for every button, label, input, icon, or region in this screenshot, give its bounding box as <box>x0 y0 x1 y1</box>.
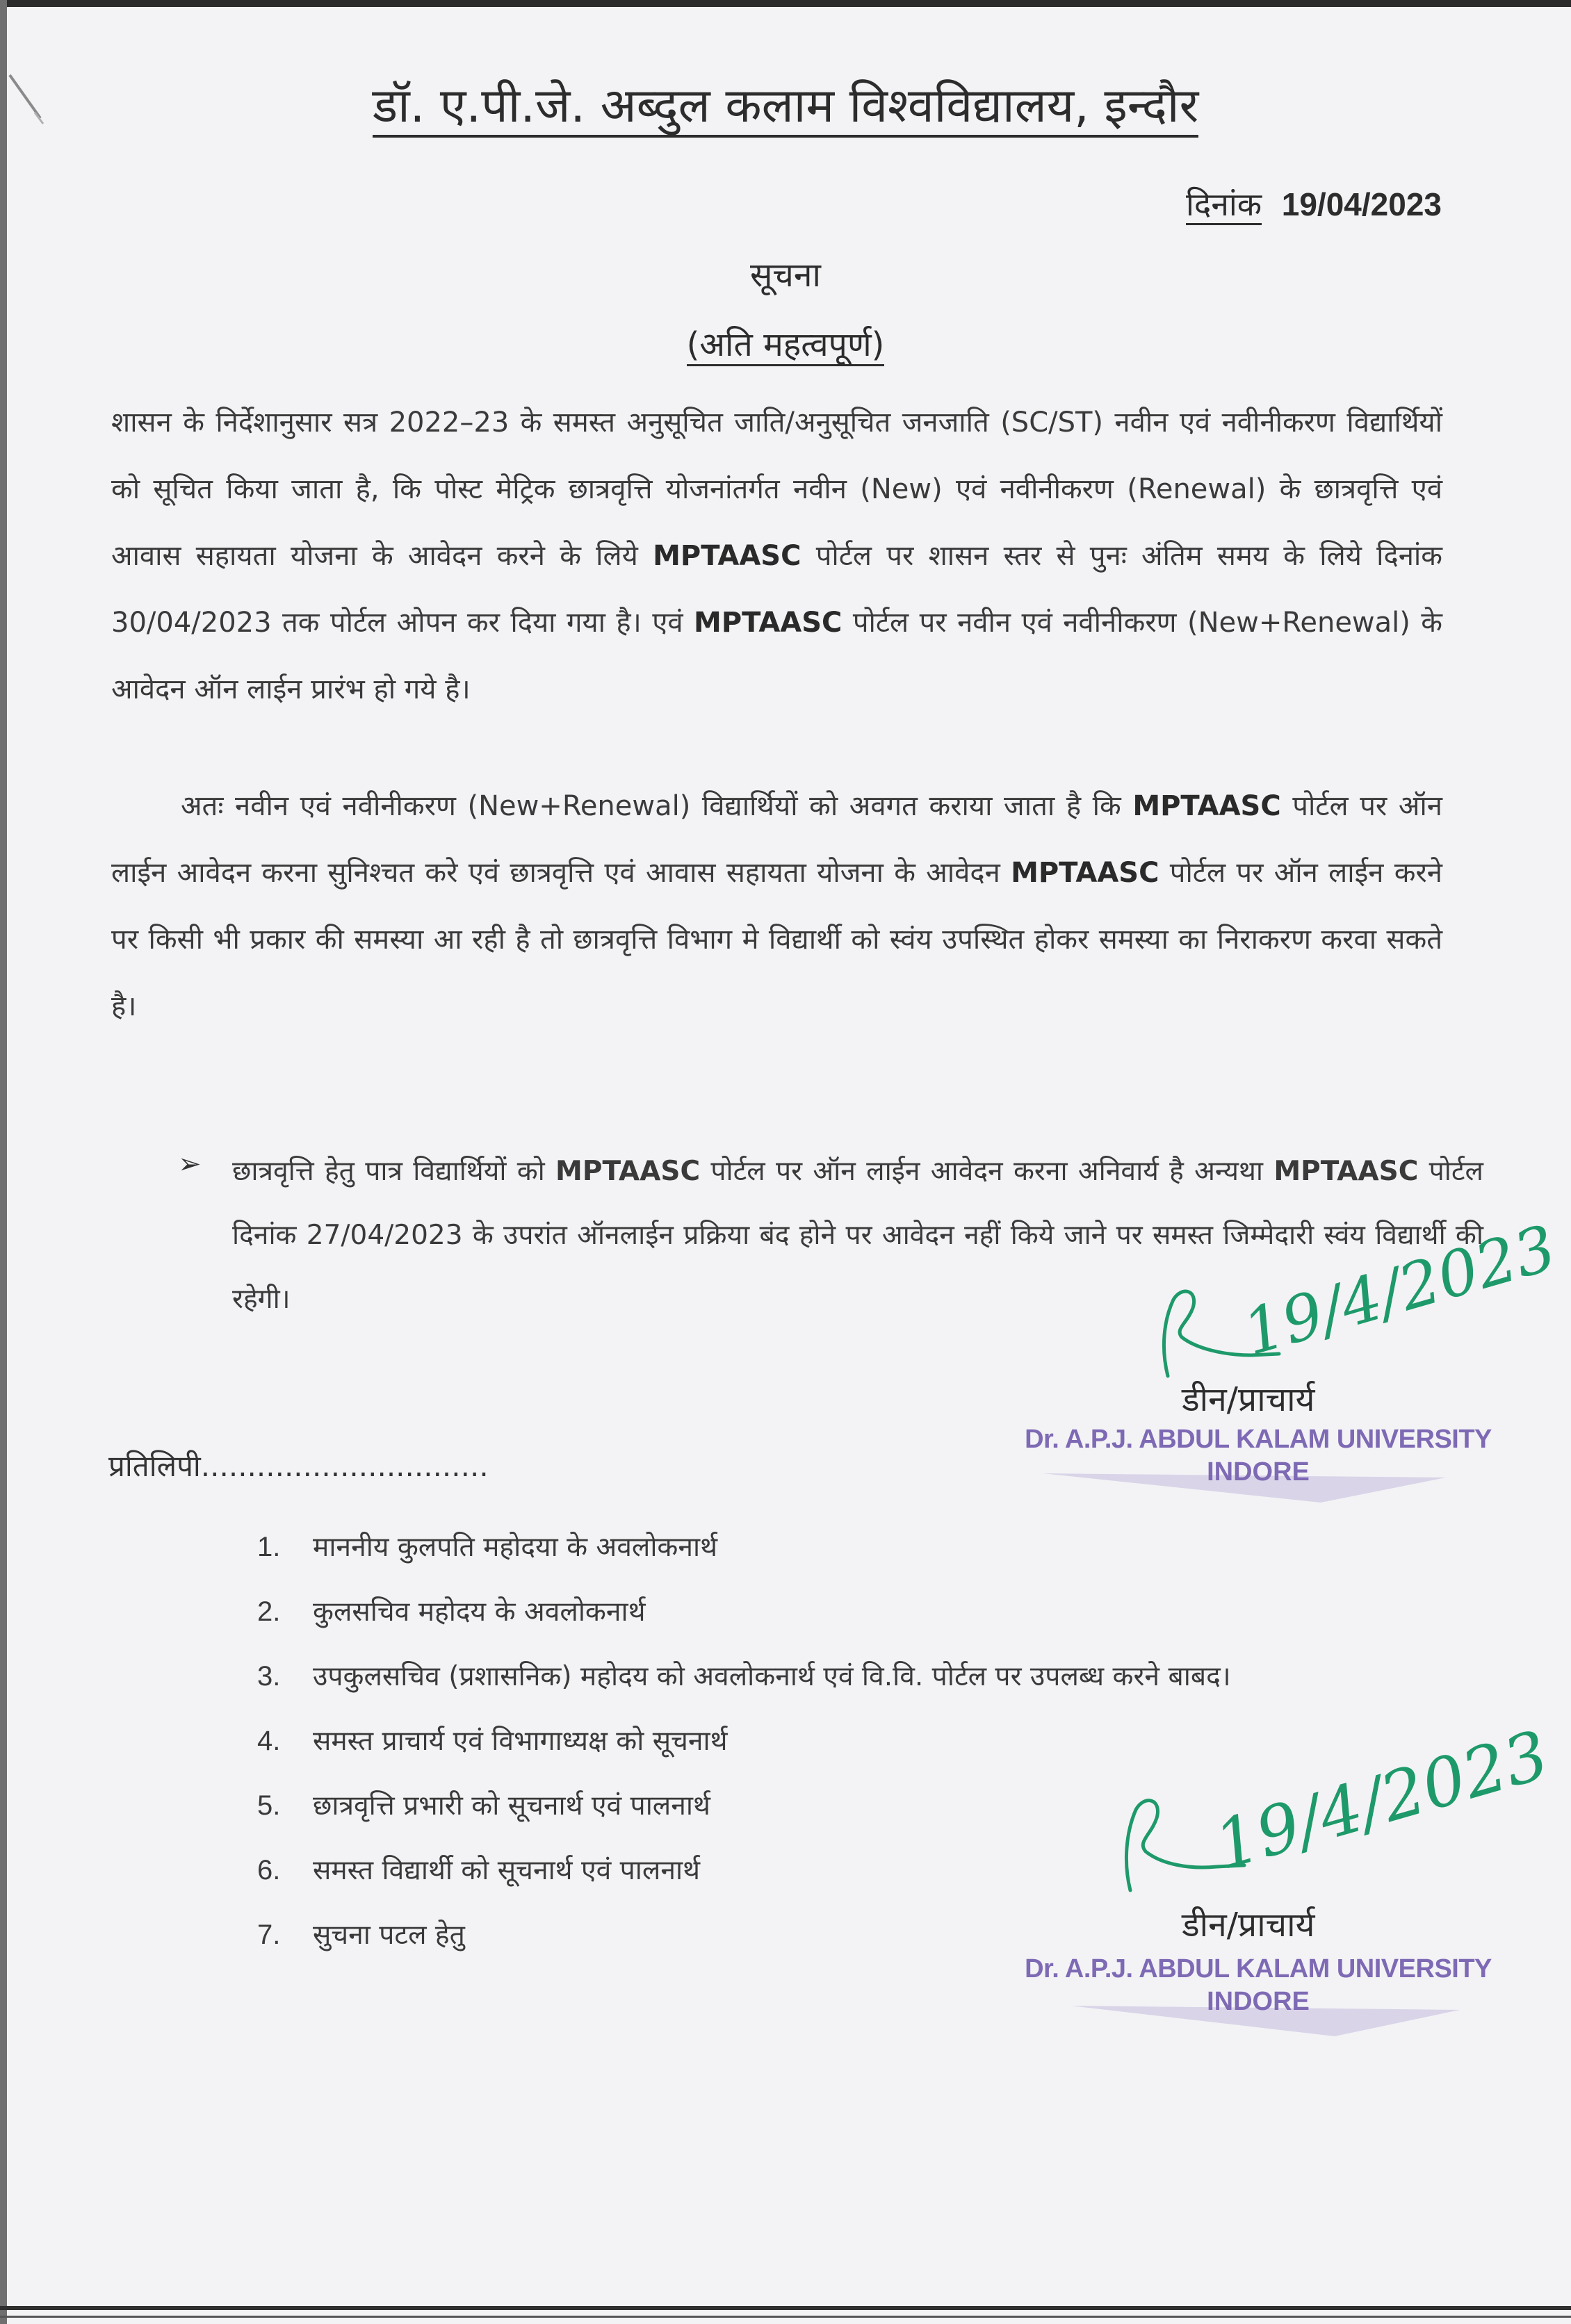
copy-to-label: प्रतिलिपी............................... <box>108 1449 489 1483</box>
signature-2-date: 19/4/2023 <box>1206 1715 1557 1885</box>
signature-1-title: डीन/प्राचार्य <box>1182 1380 1315 1419</box>
university-title: डॉ. ए.पी.जे. अब्दुल कलाम विश्वविद्यालय, इन्दौर <box>0 78 1571 135</box>
signature-2-handwritten <box>1105 1715 1557 1918</box>
signature-1-stamp: Dr. A.P.J. ABDUL KALAM UNIVERSITY INDORE <box>1025 1425 1492 1487</box>
list-item: 3. उपकुलसचिव (प्रशासनिक) महोदय को अवलोकनार्थ एवं वि.वि. पोर्टल पर उपलब्ध करने बाबद। <box>257 1661 1231 1692</box>
bullet-text: छात्रवृत्ति हेतु पात्र विद्यार्थियों को MPTAASC पोर्टल पर ऑन लाईन आवेदन करना अनिवार्य है अन्यथा MPTAASC पोर्टल दिनांक 27/04/2023 के उपरांत ऑनलाईन प्रक्रिया बंद होने पर आवेदन नहीं किये जाने पर समस्त जिम्मेदारी स्वंय विद्यार्थी की रहेगी। <box>232 1156 1483 1315</box>
page-border-top <box>0 0 1571 7</box>
paragraph-1: शासन के निर्देशानुसार सत्र 2022–23 के समस्त अनुसूचित जाति/अनुसूचित जनजाति (SC/ST) नवीन एवं नवीनीकरण विद्यार्थियों को सूचित किया जाता है, कि पोस्ट मेट्रिक छात्रवृत्ति योजनांतर्गत नवीन (New) एवं नवीनीकरण (Renewal) के छात्रवृत्ति एवं आवास सहायता योजना के आवेदन करने के लिये MPTAASC पोर्टल पर शासन स्तर से पुनः अंतिम समय के लिये दिनांक 30/04/2023 तक पोर्टल ओपन कर दिया गया है। एवं MPTAASC पोर्टल पर नवीन एवं नवीनीकरण (New+Renewal) के आवेदन ऑन लाईन प्रारंभ हो गये है। <box>111 407 1443 705</box>
list-item: 6. समस्त विद्यार्थी को सूचनार्थ एवं पालनार्थ <box>257 1855 701 1886</box>
signature-1-stamp-smudge <box>1029 1459 1460 1515</box>
signature-2-stamp-smudge <box>1057 1995 1474 2050</box>
notice-subheading: (अति महत्वपूर्ण) <box>0 321 1571 366</box>
list-item: 2. कुलसचिव महोदय के अवलोकनार्थ <box>257 1596 646 1628</box>
list-item: 1. माननीय कुलपति महोदया के अवलोकनार्थ <box>257 1532 718 1563</box>
signature-2-title: डीन/प्राचार्य <box>1182 1906 1315 1945</box>
signature-1-date: 19/4/2023 <box>1235 1211 1564 1370</box>
page-border-bottom <box>0 2306 1571 2310</box>
signature-2-stamp: Dr. A.P.J. ABDUL KALAM UNIVERSITY INDORE <box>1025 1954 1492 2016</box>
date-value: 19/04/2023 <box>1281 186 1442 222</box>
copy-to-list <box>257 1515 1231 1967</box>
page-border-bottom-inner <box>0 2316 1571 2318</box>
arrow-bullet-icon: ➢ <box>178 1148 202 1180</box>
paragraph-2: अतः नवीन एवं नवीनीकरण (New+Renewal) विद्यार्थियों को अवगत कराया जाता है कि MPTAASC पोर्टल पर ऑन लाईन आवेदन करना सुनिश्चत करे एवं छात्रवृत्ति एवं आवास सहायता योजना के आवेदन MPTAASC पोर्टल पर ऑन लाईन करने पर किसी भी प्रकार की समस्या आ रही है तो छात्रवृत्ति विभाग मे विद्यार्थी को स्वंय उपस्थित होकर समस्या का निराकरण करवा सकते है। <box>111 790 1443 1022</box>
list-item: 5. छात्रवृत्ति प्रभारी को सूचनार्थ एवं पालनार्थ <box>257 1790 710 1822</box>
date-line <box>1186 182 1442 225</box>
list-item: 4. समस्त प्राचार्य एवं विभागाध्यक्ष को सूचनार्थ <box>257 1726 728 1757</box>
notice-heading: सूचना <box>749 256 821 295</box>
date-label: दिनांक <box>1186 186 1262 225</box>
list-item: 7. सुचना पटल हेतु <box>257 1920 465 1951</box>
